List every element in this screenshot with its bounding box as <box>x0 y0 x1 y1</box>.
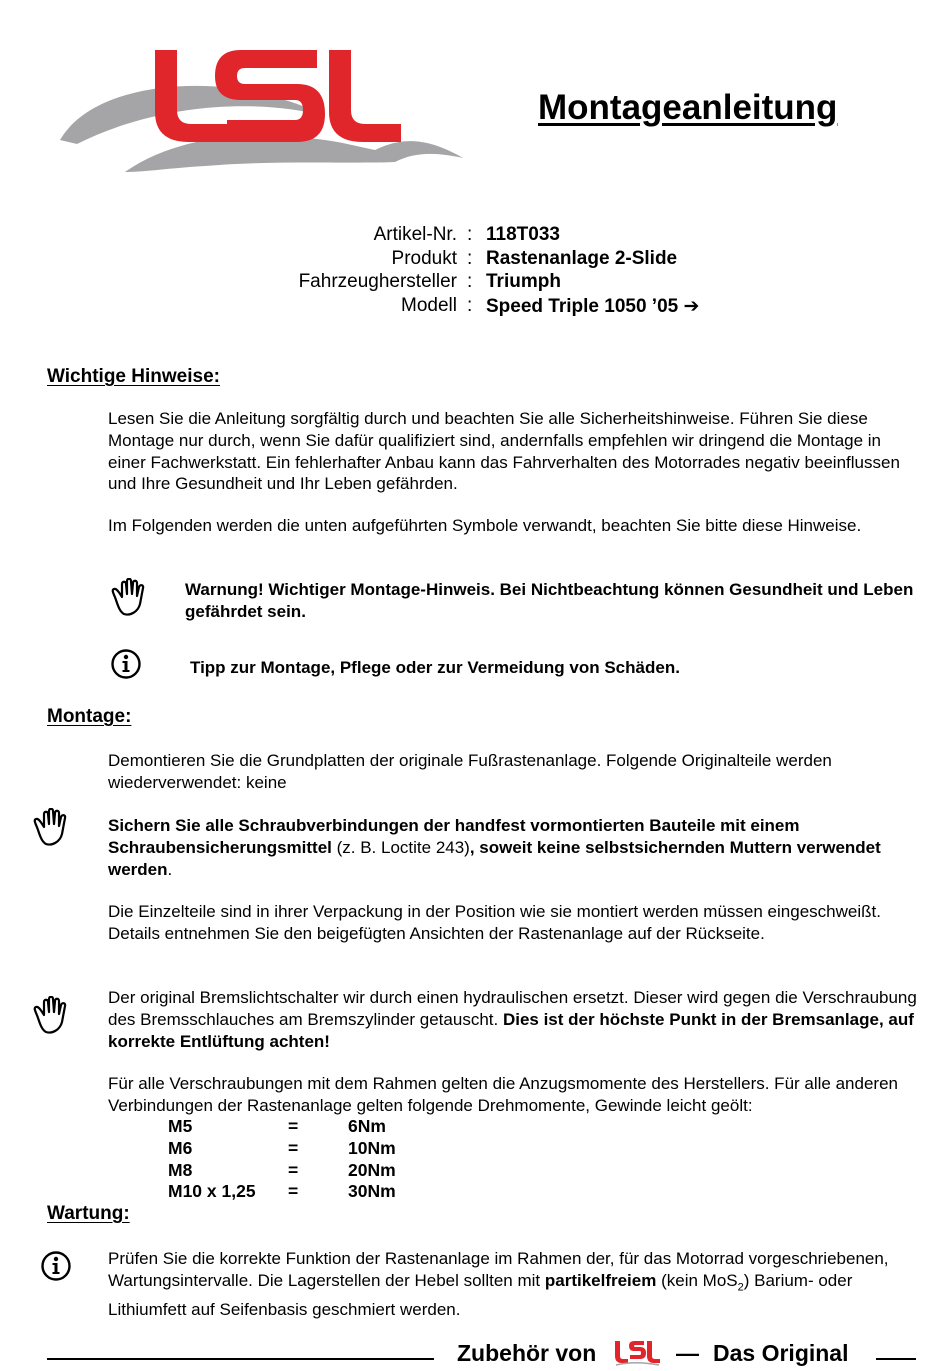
torque-value: 10Nm <box>348 1138 396 1158</box>
torque-size: M6 <box>168 1138 193 1158</box>
torque-value: 6Nm <box>348 1116 386 1136</box>
info-icon <box>110 648 142 685</box>
maintenance-bold: partikelfreiem <box>544 1270 657 1290</box>
maintenance-subscript: 2 <box>737 1281 744 1294</box>
assembly-paragraph-parts: Die Einzelteile sind in ihrer Verpackung in der Position wie sie montiert werden müssen eingeschweißt. Details entnehmen Sie den beigefügten Ansichten der Rastenanlage auf der Rückseite. <box>108 902 881 943</box>
assembly-paragraph-disassemble: Demontieren Sie die Grundplatten der originale Fußrastenanlage. Folgende Originalteile werden wiederverwendet: keine <box>108 751 832 792</box>
thread-locker-end: . <box>167 859 173 879</box>
lsl-logo <box>55 40 475 185</box>
info-label: Artikel-Nr. <box>373 224 457 245</box>
footer-rule-right <box>876 1358 916 1360</box>
torque-equals: = <box>288 1181 299 1201</box>
footer-original-text: Das Original <box>713 1340 849 1366</box>
symbols-intro-paragraph: Im Folgenden werden die unten aufgeführten Symbole verwandt, beachten Sie bitte diese Hinweise. <box>108 516 862 535</box>
maintenance-text-c: ) Barium- oder Lithiumfett auf Seifenbasis geschmiert werden. <box>108 1270 853 1319</box>
torque-size: M10 x 1,25 <box>168 1181 256 1201</box>
info-colon: : <box>467 224 473 245</box>
section-heading-maintenance: Wartung: <box>47 1203 130 1224</box>
info-colon: : <box>467 248 473 269</box>
info-icon <box>40 1250 72 1287</box>
info-value: Rastenanlage 2-Slide <box>486 248 678 269</box>
warning-hand-icon <box>110 578 150 623</box>
warning-hand-icon <box>32 808 72 853</box>
section-heading-assembly: Montage: <box>47 706 132 727</box>
torque-equals: = <box>288 1138 299 1158</box>
torque-row <box>0 1138 950 1160</box>
assembly-paragraph-torque: Für alle Verschraubungen mit dem Rahmen gelten die Anzugsmomente des Herstellers. Für alle anderen Verbindungen der Rastenanlage gelten folgende Drehmomente, Gewinde leicht geölt: <box>108 1074 898 1115</box>
info-label: Produkt <box>391 248 457 269</box>
info-row-article-number <box>0 224 950 248</box>
info-row-manufacturer <box>0 271 950 295</box>
maintenance-text-a: Prüfen Sie die korrekte Funktion der Rastenanlage im Rahmen der, für das Motorrad vorgeschriebenen, Wartungsintervalle. Die Lagerstellen der Hebel sollten mit <box>108 1249 889 1290</box>
torque-row <box>0 1181 950 1203</box>
section-heading-important-notes: Wichtige Hinweise: <box>47 366 220 387</box>
info-label: Modell <box>401 295 457 316</box>
page-title: Montageanleitung <box>538 88 838 127</box>
important-notes-paragraph: Lesen Sie die Anleitung sorgfältig durch und beachten Sie alle Sicherheitshinweise. Führen Sie diese Montage nur durch, wenn Sie dafür qualifiziert sind, andernfalls empfehlen wir dringend die Montage in einer Fachwerkstatt. Ein fehlerhafter Anbau kann das Fahrverhalten des Motorrades negativ beeinflussen und Ihre Gesundheit und Ihr Leben gefährden. <box>108 409 900 494</box>
info-label: Fahrzeughersteller <box>298 271 457 292</box>
footer-rule-left <box>47 1358 434 1360</box>
brake-switch-text: Der original Bremslichtschalter wir durch einen hydraulischen ersetzt. Dieser wird gegen die Verschraubung des Bremsschlauches am Bremszylinder getauscht. <box>108 988 917 1029</box>
assembly-warning-thread-locker <box>108 815 923 880</box>
info-colon: : <box>467 295 473 316</box>
info-value: Triumph <box>486 271 561 292</box>
torque-equals: = <box>288 1116 299 1136</box>
maintenance-paragraph <box>108 1248 923 1321</box>
info-value: 118T033 <box>486 224 560 245</box>
torque-row <box>0 1116 950 1138</box>
thread-locker-bold-a: Sichern Sie alle Schraubverbindungen der handfest vormontierten Bauteile mit einem Schraubensicherungsmittel <box>108 816 800 857</box>
info-colon: : <box>467 271 473 292</box>
footer-accessory-text: Zubehör von <box>457 1340 597 1366</box>
brake-switch-bold: Dies ist der höchste Punkt in der Bremsanlage, auf korrekte Entlüftung achten! <box>108 1009 914 1051</box>
tip-symbol-description: Tipp zur Montage, Pflege oder zur Vermeidung von Schäden. <box>190 658 680 677</box>
thread-locker-example: (z. B. Loctite 243) <box>331 837 470 857</box>
torque-value: 30Nm <box>348 1181 396 1201</box>
footer-dash: — <box>676 1340 699 1366</box>
warning-hand-icon <box>32 996 72 1041</box>
thread-locker-bold-b: , soweit keine selbstsichernden Muttern verwendet werden <box>108 837 881 879</box>
assembly-warning-brake-switch <box>108 987 923 1052</box>
footer-lsl-logo <box>613 1340 661 1371</box>
info-value: Speed Triple 1050 ’05 ➔ <box>486 296 700 317</box>
torque-size: M5 <box>168 1116 193 1136</box>
torque-equals: = <box>288 1160 299 1180</box>
torque-size: M8 <box>168 1160 193 1180</box>
warning-symbol-description: Warnung! Wichtiger Montage-Hinweis. Bei Nichtbeachtung können Gesundheit und Leben gefährdet sein. <box>185 580 914 621</box>
footer <box>0 1338 950 1370</box>
torque-row <box>0 1160 950 1182</box>
torque-value: 20Nm <box>348 1160 396 1180</box>
info-row-product <box>0 248 950 272</box>
maintenance-text-b: (kein MoS <box>656 1270 738 1290</box>
info-row-model <box>0 295 950 319</box>
